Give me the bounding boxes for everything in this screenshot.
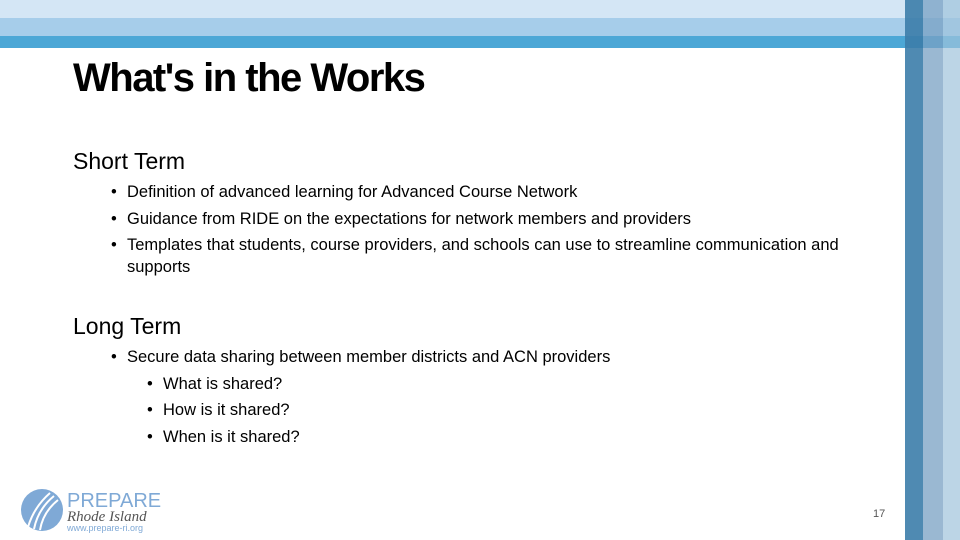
list-item: • Templates that students, course providers, and schools can use to streamline communication and supports [73, 234, 903, 278]
side-bar-mid [923, 0, 943, 540]
svg-text:www.prepare-ri.org: www.prepare-ri.org [67, 523, 144, 533]
sub-list-item: • When is it shared? [73, 424, 903, 451]
list-item: • Guidance from RIDE on the expectations for network members and providers [73, 206, 903, 233]
section-heading-short-term: Short Term [73, 148, 186, 174]
header-band-light [0, 0, 960, 18]
list-item: • Definition of advanced learning for Advanced Course Network [73, 179, 903, 206]
list-item: • Secure data sharing between member districts and ACN providers [73, 344, 903, 371]
side-bar-dark [905, 0, 923, 540]
slide-title: What's in the Works [73, 56, 425, 100]
header-band-mid [0, 18, 960, 36]
short-term-list [73, 179, 903, 278]
svg-text:Rhode Island: Rhode Island [67, 509, 147, 525]
prepare-ri-logo [20, 487, 170, 533]
section-heading-long-term: Long Term [73, 313, 182, 339]
sub-list-item: • What is shared? [73, 371, 903, 398]
sub-list-item: • How is it shared? [73, 397, 903, 424]
long-term-list [73, 344, 903, 450]
header-band-dark [0, 36, 960, 48]
svg-text:PREPARE: PREPARE [67, 490, 162, 512]
page-number: 17 [873, 508, 886, 520]
side-bar-light [943, 0, 960, 540]
